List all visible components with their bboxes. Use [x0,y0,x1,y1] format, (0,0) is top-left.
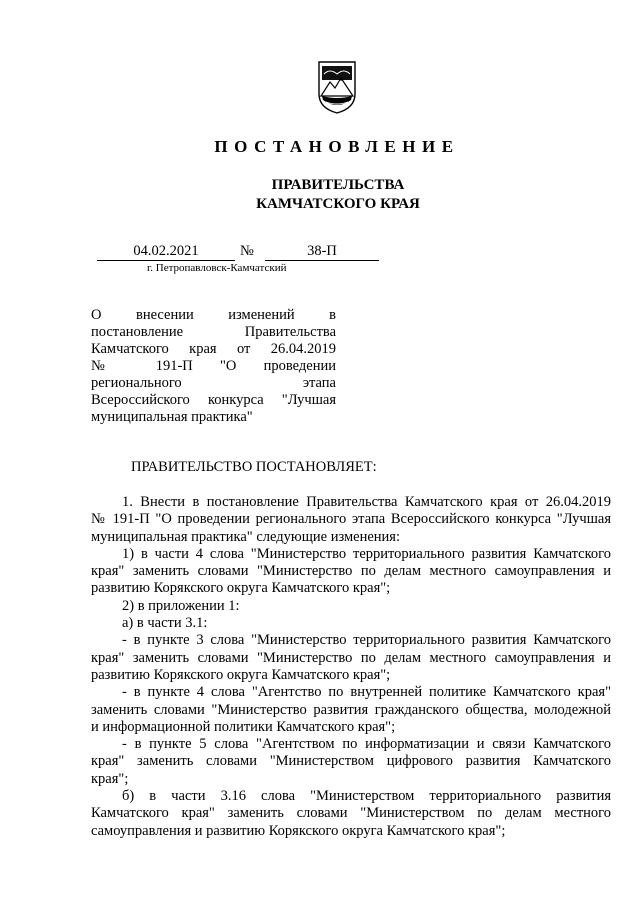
document-subject [91,307,336,426]
subject-line: муниципальная практика" [91,409,253,425]
resolves-heading: ПРАВИТЕЛЬСТВО ПОСТАНОВЛЯЕТ: [131,459,377,475]
issuer-line-1: ПРАВИТЕЛЬСТВА [271,177,405,193]
body-line: - в пункте 4 слова "Агентство по внутренней политике Камчатского края" [122,684,611,701]
body-line: развитию Корякского округа Камчатского края"; [91,580,391,597]
kamchatka-coat-of-arms-icon [318,60,356,114]
issue-place: г. Петропавловск-Камчатский [147,262,287,274]
issuer-name [0,176,640,214]
body-line: - в пункте 5 слова "Агентством по информатизации и связи Камчатского [122,736,611,753]
body-line: - в пункте 3 слова "Министерство территориального развития Камчатского [122,632,611,649]
body-line: 1) в части 4 слова "Министерство территориального развития Камчатского [122,545,611,562]
document-number: 38-П [265,243,379,261]
body-line: края" заменить словами "Министерство по делам местного самоуправления и [91,649,611,666]
body-line: края"; [91,770,129,787]
subject-line: Всероссийского конкурса "Лучшая [91,392,336,408]
body-line: б) в части 3.16 слова "Министерством территориального развития [122,788,611,805]
body-line: и информационной политики Камчатского края"; [91,718,396,735]
body-line: муниципальная практика" следующие изменения: [91,528,400,545]
body-line: а) в части 3.1: [122,615,208,632]
document-type-title: ПОСТАНОВЛЕНИЕ [214,137,460,156]
body-line: заменить словами "Министерство развития гражданского общества, молодежной [91,701,611,718]
subject-line: постановление Правительства [91,324,336,340]
body-line: 1. Внести в постановление Правительства Камчатского края от 26.04.2019 [122,494,611,510]
issuer-line-2: КАМЧАТСКОГО КРАЯ [256,196,420,212]
document-date: 04.02.2021 [97,243,235,261]
subject-line: Камчатского края от 26.04.2019 [91,341,336,357]
body-line: № 191-П "О проведении регионального этапа Всероссийского конкурса "Лучшая [91,511,611,528]
body-line: 2) в приложении 1: [122,597,240,614]
body-line: края" заменить словами "Министерством цифрового развития Камчатского [91,753,611,770]
body-line: развитию Корякского округа Камчатского края"; [91,666,391,683]
subject-line: О внесении изменений в [91,307,336,323]
subject-line: № 191-П "О проведении [91,358,336,374]
body-line: края" заменить словами "Министерство по делам местного самоуправления и [91,563,611,580]
body-line: Камчатского края" заменить словами "Министерством по делам местного [91,805,611,822]
document-body [91,494,611,840]
body-line: самоуправления и развитию Корякского округа Камчатского края"; [91,822,506,839]
subject-line: регионального этапа [91,375,336,391]
number-sign: № [240,243,254,259]
